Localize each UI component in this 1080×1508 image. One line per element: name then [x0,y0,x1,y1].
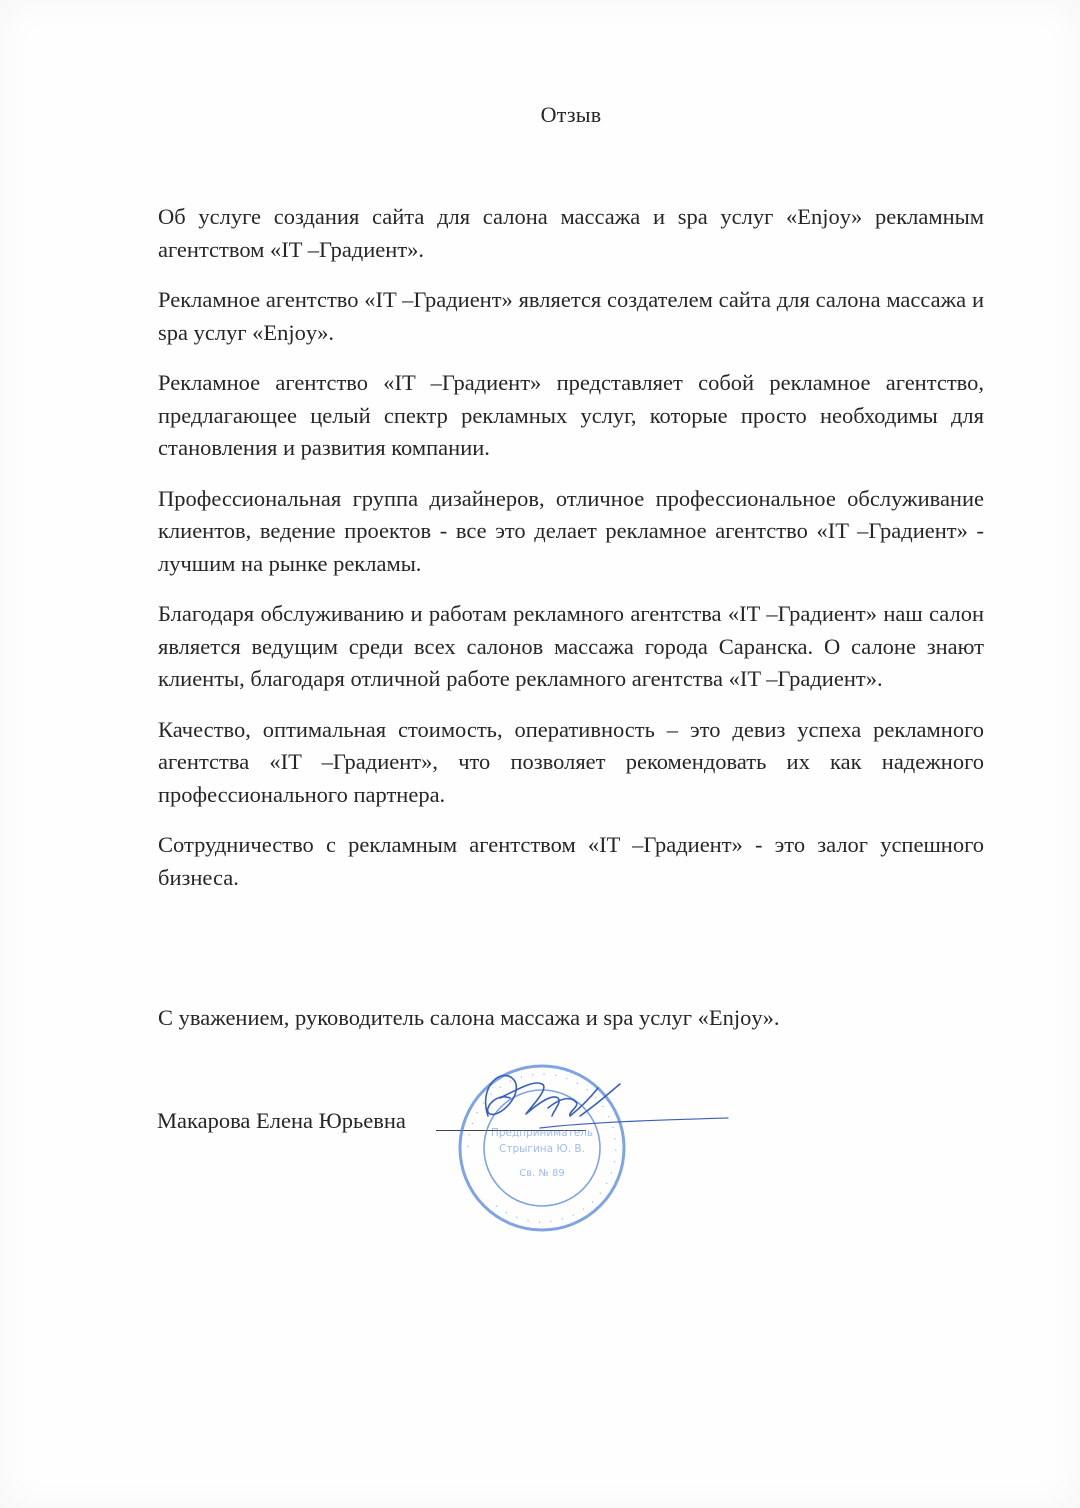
stamp-seal-icon [430,1058,730,1238]
stamp-line-2: Стрыгина Ю. В. [499,1143,585,1155]
svg-text:· · · · · · · · · · · · · · ·: · · · · · · · · · · · · · · · · · · · · · · · · · · · · · · · · · · · [461,1067,623,1229]
stamp-and-signature [430,1058,730,1238]
stamp-line-1: Предприниматель [490,1127,594,1139]
signer-name: Макарова Елена Юрьевна [157,1108,406,1133]
paragraph-creator: Рекламное агентство «IT –Градиент» является создателем сайта для салона массажа и spa услуг «Enjoy». [158,287,984,345]
document-title: Отзыв [540,102,602,127]
document-body [158,201,984,912]
paragraph-cooperation: Сотрудничество с рекламным агентством «IT –Градиент» - это залог успешного бизнеса. [158,832,984,890]
paragraph-subject: Об услуге создания сайта для салона массажа и spa услуг «Enjoy» рекламным агентством «IT –Градиент». [158,204,984,262]
stamp-line-3: Св. № 89 [519,1168,565,1179]
closing-line: С уважением, руководитель салона массажа и spa услуг «Enjoy». [158,1005,780,1030]
paragraph-agency-description: Рекламное агентство «IT –Градиент» представляет собой рекламное агентство, предлагающее целый спектр рекламных услуг, которые просто необходимы для становления и развития компании. [158,370,984,460]
paragraph-professional-team: Профессиональная группа дизайнеров, отличное профессиональное обслуживание клиентов, ведение проектов - все это делает рекламное агентство «IT –Градиент» - лучшим на рынке рекламы. [158,485,984,576]
paragraph-salon-leading: Благодаря обслуживанию и работам рекламного агентства «IT –Градиент» наш салон является ведущим среди всех салонов массажа города Саранска. О салоне знают клиенты, благодаря отличной работе рекламного агентства «IT –Градиент». [158,601,984,691]
paragraph-quality-motto: Качество, оптимальная стоимость, оперативность – это девиз успеха рекламного агентства «IT –Градиент», что позволяет рекомендовать их как надежного профессионального партнера. [158,716,984,807]
